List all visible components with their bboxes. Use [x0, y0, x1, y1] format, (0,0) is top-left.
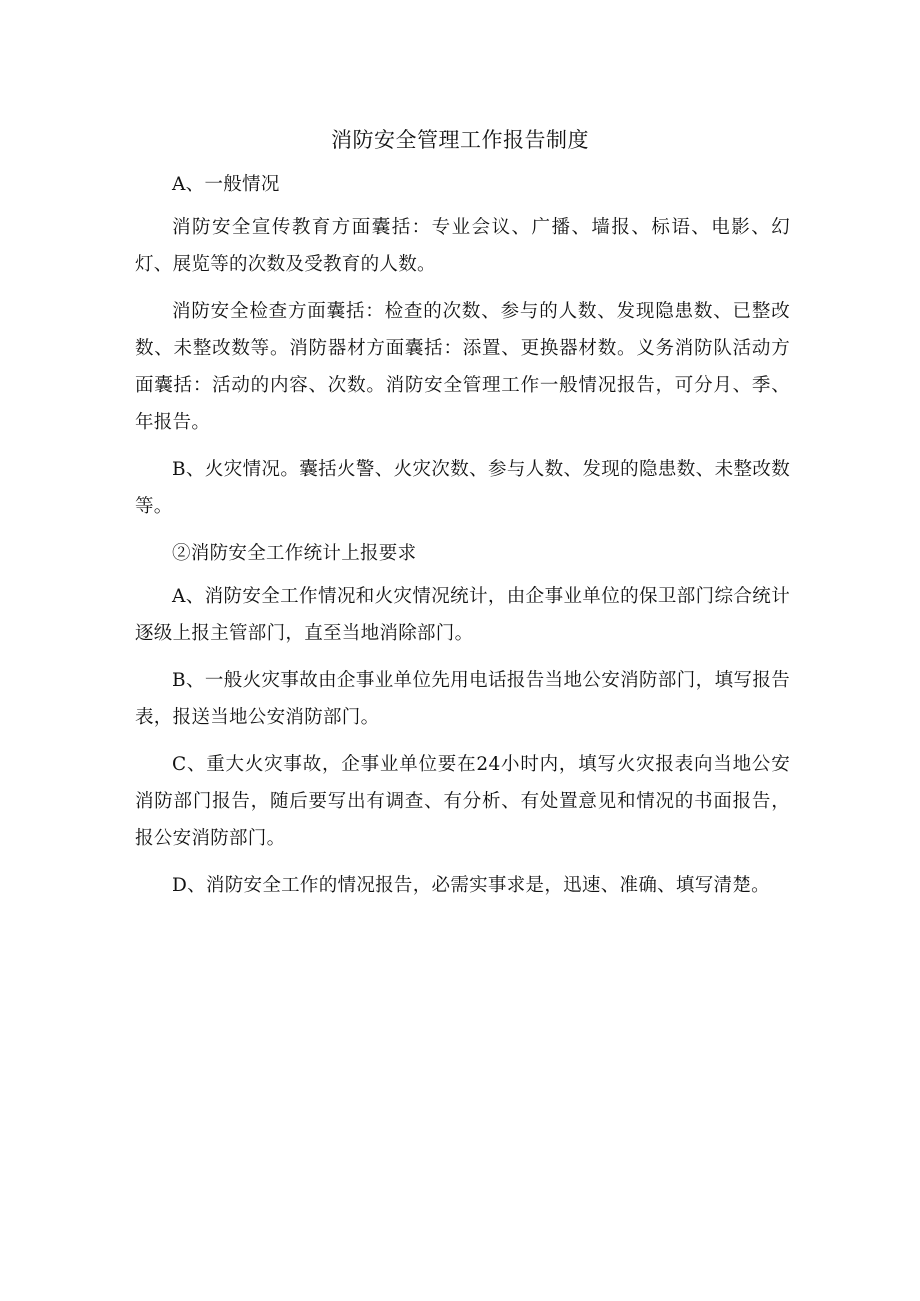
paragraph-requirement-c: C、重大火灾事故，企事业单位要在24小时内，填写火灾报表向当地公安消防部门报告，随后要写出有调查、有分析、有处置意见和情况的书面报告，报公安消防部门。	[135, 754, 790, 849]
paragraph-requirement-d: D、消防安全工作的情况报告，必需实事求是，迅速、准确、填写清楚。	[172, 875, 770, 896]
paragraph-safety-inspection: 消防安全检查方面囊括：检查的次数、参与的人数、发现隐患数、已整改数、未整改数等。消防器材方面囊括：添置、更换器材数。义务消防队活动方面囊括：活动的内容、次数。消防安全管理工作一般情况报告，可分月、季、年报告。	[135, 301, 790, 433]
document-title: 消防安全管理工作报告制度	[331, 128, 589, 152]
paragraph-requirement-a: A、消防安全工作情况和火灾情况统计，由企事业单位的保卫部门综合统计逐级上报主管部门，直至当地消除部门。	[135, 586, 790, 644]
paragraph-requirement-b: B、一般火灾事故由企事业单位先用电话报告当地公安消防部门，填写报告表，报送当地公安消防部门。	[135, 670, 790, 728]
paragraph-publicity-education: 消防安全宣传教育方面囊括：专业会议、广播、墙报、标语、电影、幻灯、展览等的次数及受教育的人数。	[135, 217, 790, 275]
document-body	[135, 166, 790, 914]
paragraph-fire-situation: B、火灾情况。囊括火警、火灾次数、参与人数、发现的隐患数、未整改数等。	[135, 459, 790, 517]
paragraph-general-heading: A、一般情况	[172, 174, 280, 195]
paragraph-reporting-requirements-heading: ②消防安全工作统计上报要求	[172, 543, 417, 564]
